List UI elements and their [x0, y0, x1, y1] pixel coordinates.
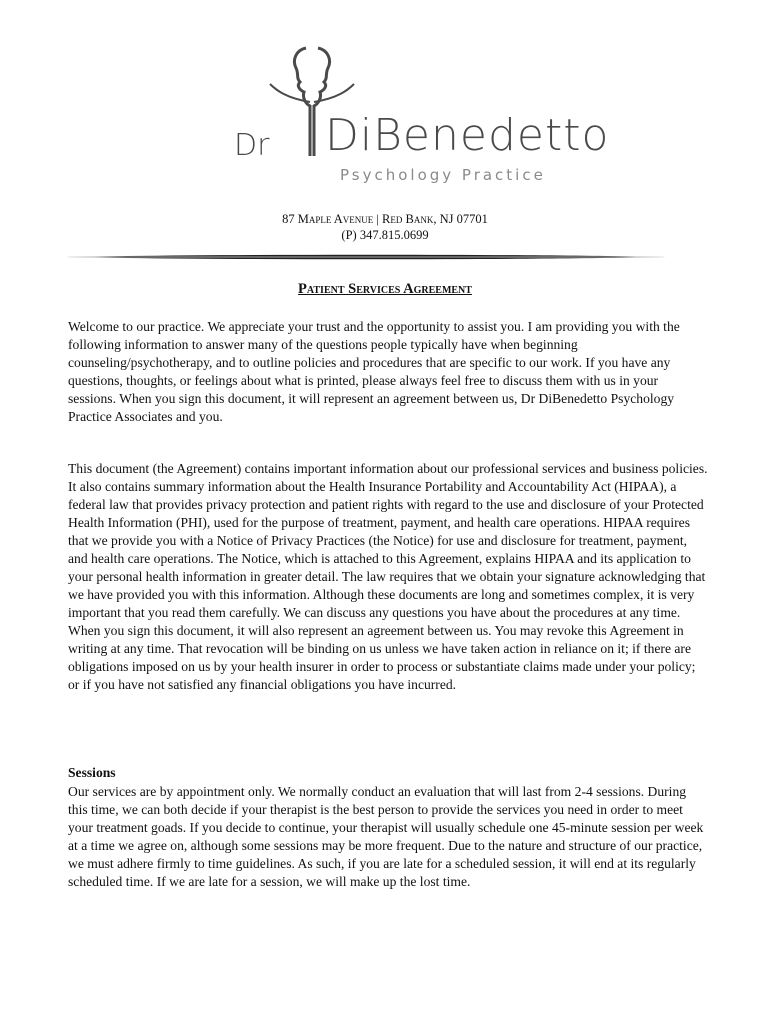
logo-prefix: Dr: [234, 128, 270, 163]
welcome-paragraph: Welcome to our practice. We appreciate your trust and the opportunity to assist you. I am providing you with the following information to answer many of the questions people typically have when beginning counseling/psychotherapy, and to outline policies and procedures that are specific to our work. If you have any questions, thoughts, or feelings about what is printed, please always feel free to discuss them with us in your sessions. When you sign this document, it will represent an agreement between us, Dr DiBenedetto Psychology Practice Associates and you.: [68, 319, 680, 424]
agreement-paragraph: This document (the Agreement) contains important information about our professional services and business policies. It also contains summary information about the Health Insurance Portability and Accountability Act (HIPAA), a federal law that provides privacy protection and patient rights with regard to the use and disclosure of your Protected Health Information (PHI), used for the purpose of treatment, payment, and health care operations. HIPAA requires that we provide you with a Notice of Privacy Practices (the Notice) for use and disclosure for treatment, payment, and health care operations. The Notice, which is attached to this Agreement, explains HIPAA and its application to your personal health information in greater detail. The law requires that we obtain your signature acknowledging that we have provided you with this information. Although these documents are long and sometimes complex, it is very important that you read them carefully. We can discuss any questions you have about the procedures at any time. When you sign this document, it will also represent an agreement between us. You may revoke this Agreement in writing at any time. That revocation will be binding on us unless we have taken action in reliance on it; if there are obligations imposed on us by your health insurer in order to process or substantiate claims made under your policy; or if you have not satisfied any financial obligations you have incurred.: [68, 461, 708, 692]
practice-logo: [230, 46, 610, 196]
sessions-paragraph: Our services are by appointment only. We normally conduct an evaluation that will last from 2-4 sessions. During this time, we can both decide if your therapist is the best person to provide the services you need in order to meet your treatment goads. If you decide to continue, your therapist will usually schedule one 45-minute session per week at a time we agree on, although some sessions may be more frequent. Due to the nature and structure of our practice, we must adhere firmly to time guidelines. As such, if you are late for a scheduled session, it will end at its regularly scheduled time. If we are late for a session, we will make up the lost time.: [68, 784, 704, 889]
address-line: 87 Maple Avenue | Red Bank, NJ 07701: [282, 212, 488, 226]
practice-address: [0, 211, 770, 243]
logo-name: DiBenedetto: [325, 110, 610, 161]
sessions-heading: Sessions: [68, 765, 116, 780]
logo-tagline: Psychology Practice: [340, 166, 546, 184]
phone-line: (P) 347.815.0699: [341, 228, 429, 242]
header-divider: [66, 254, 666, 260]
document-title: Patient Services Agreement: [298, 281, 472, 297]
